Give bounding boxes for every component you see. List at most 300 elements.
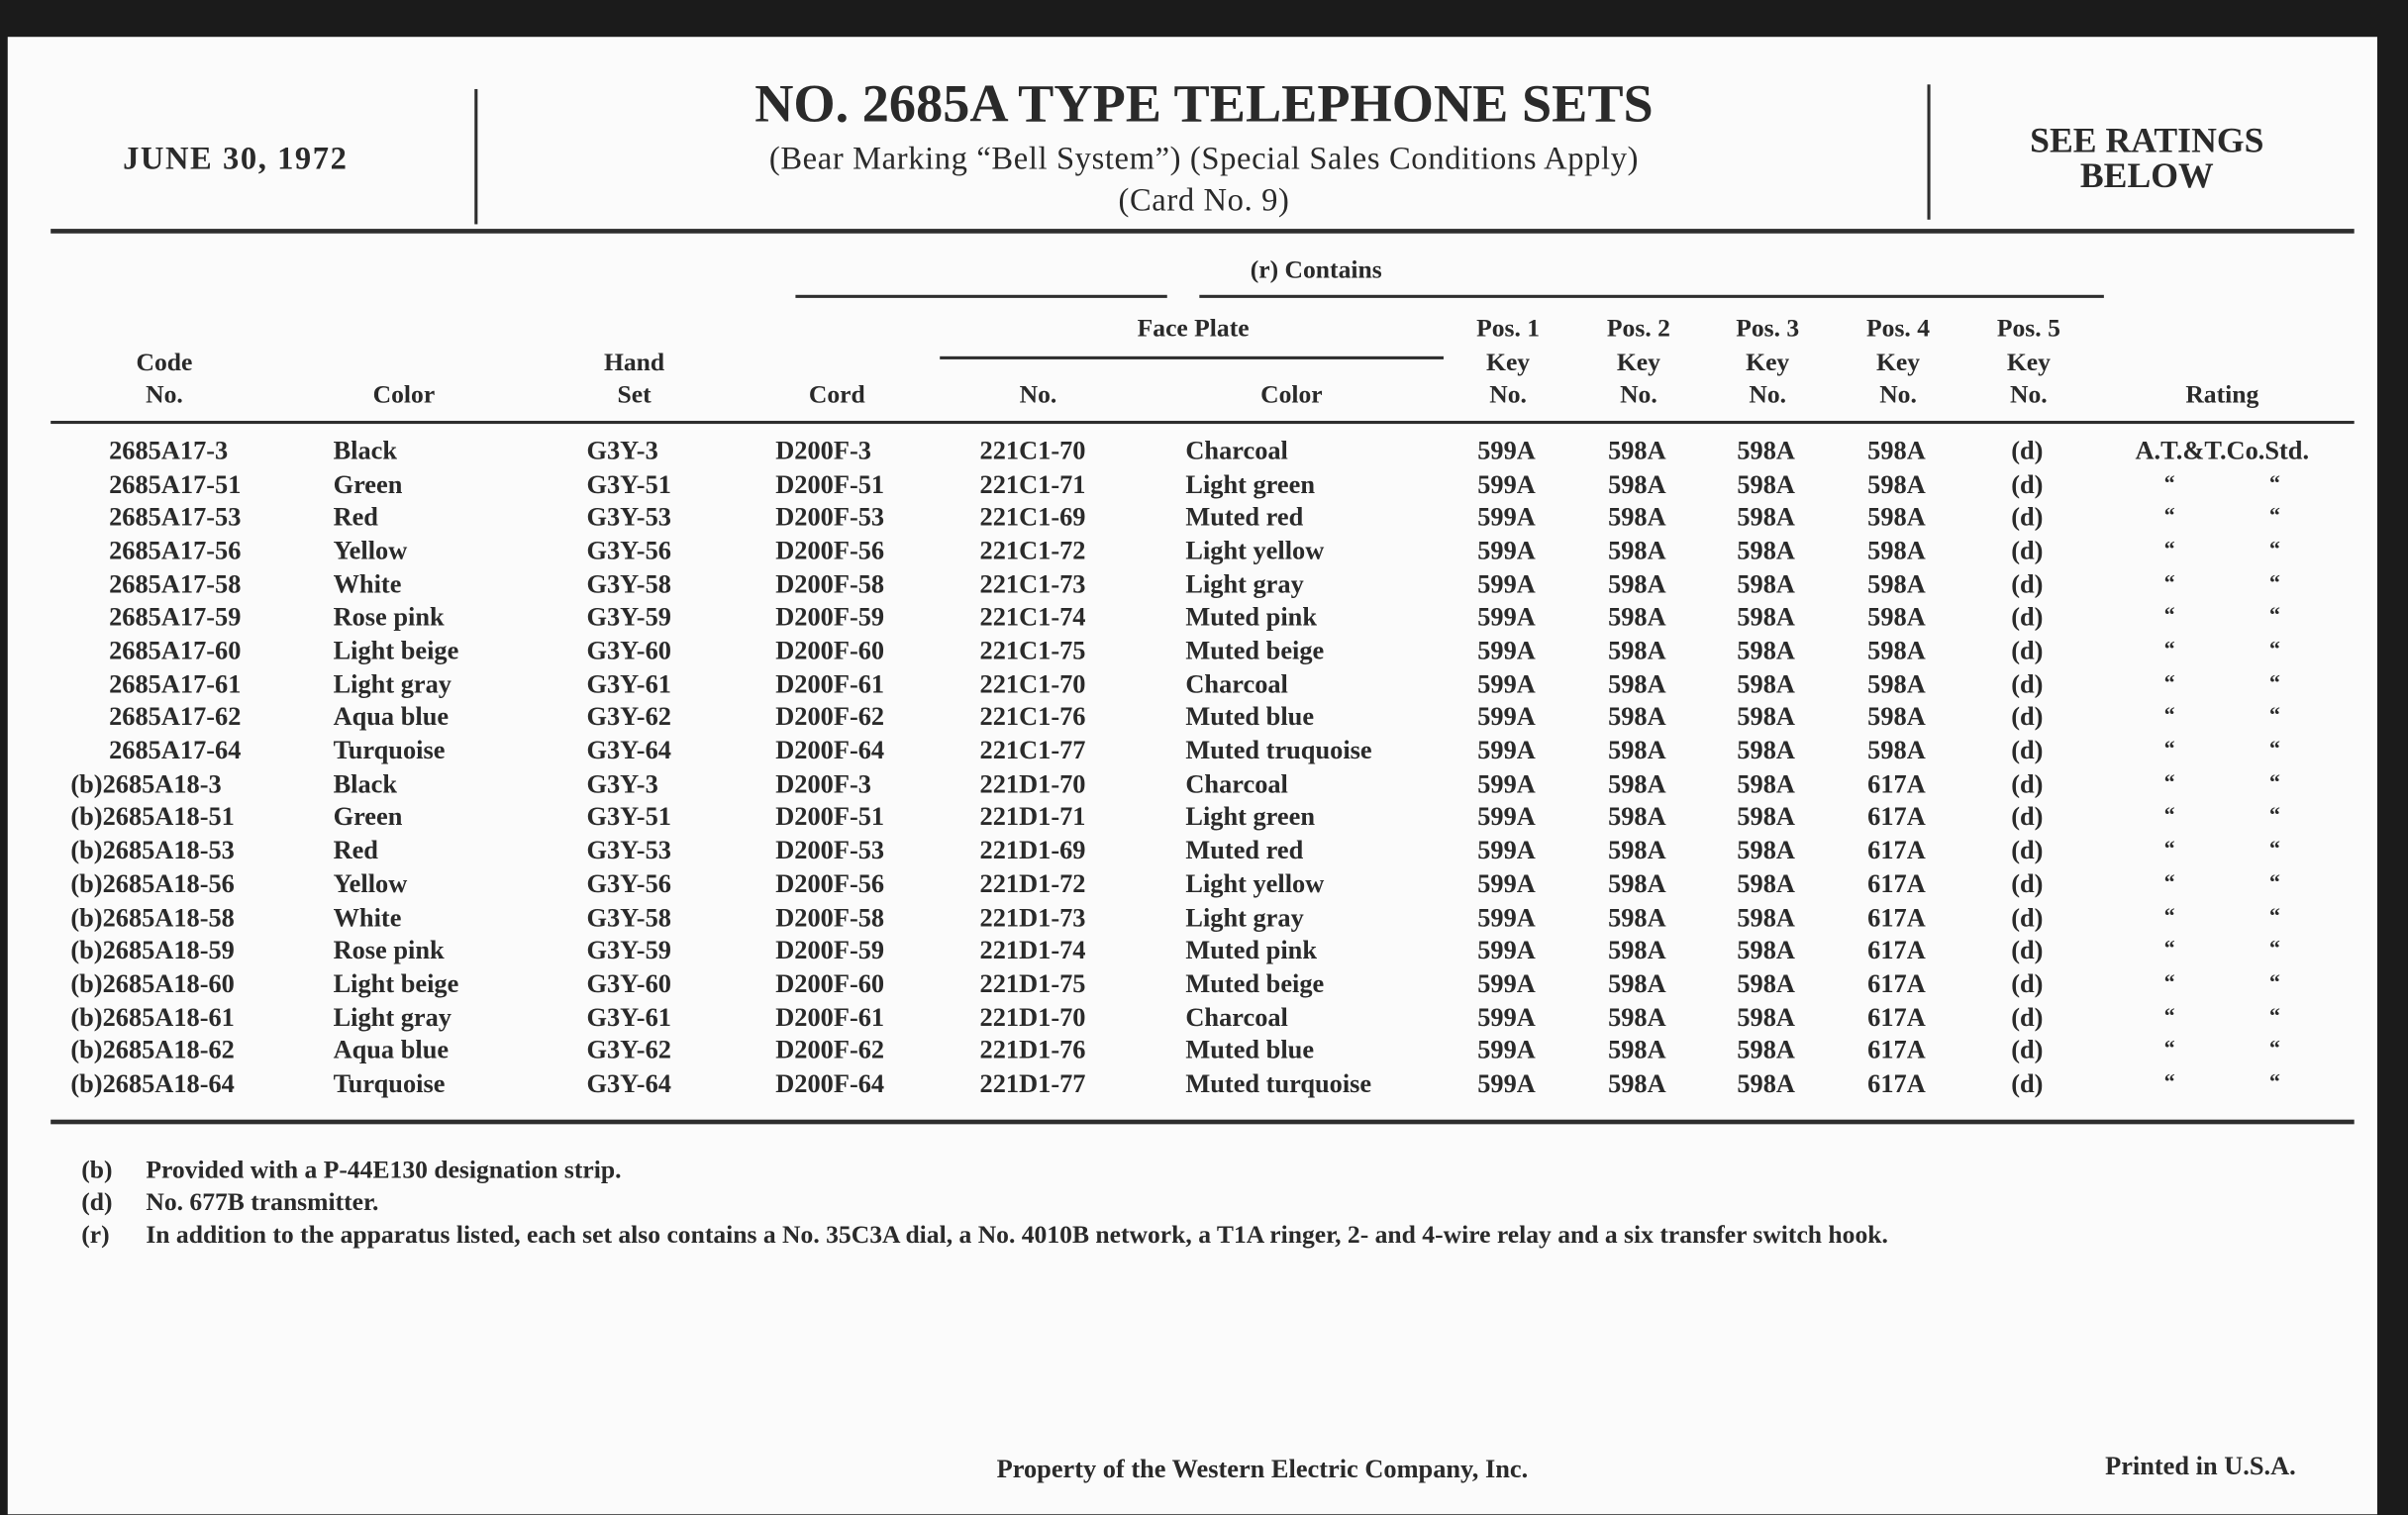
key-no-header-2: No. xyxy=(1620,379,1657,409)
color-cell: Yellow xyxy=(333,868,408,899)
table-bottom-rule xyxy=(50,1120,2355,1124)
pos1-key-cell: 599A xyxy=(1477,602,1536,633)
key-header-3: Key xyxy=(1746,347,1790,376)
footnote-mark: (b) xyxy=(81,1155,113,1184)
pos4-key-cell: 598A xyxy=(1867,702,1926,732)
rating-cell: “ “ xyxy=(2163,572,2280,596)
faceplate-no-cell: 221D1-71 xyxy=(979,802,1086,832)
color-cell: Light gray xyxy=(333,668,452,699)
pos4-key-cell: 617A xyxy=(1867,835,1926,865)
pos4-key-cell: 617A xyxy=(1867,1035,1926,1065)
table-row xyxy=(0,1002,2408,1036)
pos5-key-cell: (d) xyxy=(2011,1068,2044,1098)
faceplate-no-cell: 221D1-70 xyxy=(979,768,1086,799)
pos4-key-cell: 617A xyxy=(1867,1002,1926,1032)
faceplate-color-cell: Charcoal xyxy=(1185,1002,1288,1032)
faceplate-color-cell: Charcoal xyxy=(1185,768,1288,799)
pos5-key-cell: (d) xyxy=(2011,768,2044,799)
pos2-key-cell: 598A xyxy=(1608,469,1666,499)
pos3-key-cell: 598A xyxy=(1737,902,1795,932)
handset-cell: G3Y-51 xyxy=(586,469,671,499)
faceplate-color-cell: Muted pink xyxy=(1185,602,1317,633)
table-row xyxy=(0,736,2408,769)
handset-cell: G3Y-64 xyxy=(586,736,671,765)
pos3-key-cell: 598A xyxy=(1737,536,1795,565)
pos1-key-cell: 599A xyxy=(1477,835,1536,865)
code-cell: (b)2685A18-51 xyxy=(70,802,235,832)
pos4-key-cell: 598A xyxy=(1867,536,1926,565)
pos4-key-cell: 617A xyxy=(1867,902,1926,932)
pos1-key-cell: 599A xyxy=(1477,768,1536,799)
col-cord-header: Cord xyxy=(808,379,865,409)
rating-cell: “ “ xyxy=(2163,639,2280,662)
pos2-key-cell: 598A xyxy=(1608,902,1666,932)
pos4-key-cell: 617A xyxy=(1867,802,1926,832)
footnote-text: In addition to the apparatus listed, each set also contains a No. 35C3A dial, a No. 4010B network, a T1A ringer, 2- and 4-wire relay and a six transfer switch hook. xyxy=(146,1219,1888,1249)
faceplate-no-cell: 221C1-70 xyxy=(979,436,1086,465)
faceplate-no-cell: 221C1-70 xyxy=(979,668,1086,699)
code-cell: (b)2685A18-62 xyxy=(70,1035,235,1065)
pos3-key-cell: 598A xyxy=(1737,736,1795,765)
pos1-key-cell: 599A xyxy=(1477,868,1536,899)
handset-cell: G3Y-60 xyxy=(586,968,671,998)
pos2-key-cell: 598A xyxy=(1608,436,1666,465)
cord-cell: D200F-51 xyxy=(775,469,885,499)
cord-cell: D200F-62 xyxy=(775,1035,885,1065)
pos2-key-cell: 598A xyxy=(1608,935,1666,965)
cord-cell: D200F-60 xyxy=(775,636,885,665)
code-cell: (b)2685A18-59 xyxy=(70,935,235,965)
pos3-key-cell: 598A xyxy=(1737,835,1795,865)
faceplate-color-cell: Muted pink xyxy=(1185,935,1317,965)
pos3-key-cell: 598A xyxy=(1737,1035,1795,1065)
pos4-key-cell: 598A xyxy=(1867,736,1926,765)
header-divider-right xyxy=(1928,84,1931,219)
color-cell: Turquoise xyxy=(333,736,446,765)
faceplate-color-cell: Light yellow xyxy=(1185,868,1325,899)
pos2-key-cell: 598A xyxy=(1608,1002,1666,1032)
pos2-key-cell: 598A xyxy=(1608,502,1666,533)
faceplate-color-cell: Muted turquoise xyxy=(1185,1068,1372,1098)
contains-bracket-right xyxy=(1199,295,2104,297)
color-cell: Aqua blue xyxy=(333,702,450,732)
header-rule xyxy=(50,229,2355,234)
pos5-key-cell: (d) xyxy=(2011,1002,2044,1032)
faceplate-no-cell: 221C1-76 xyxy=(979,702,1086,732)
faceplate-color-cell: Light green xyxy=(1185,802,1315,832)
key-no-header-4: No. xyxy=(1879,379,1917,409)
footnote-mark: (d) xyxy=(81,1186,113,1217)
code-cell: 2685A17-58 xyxy=(109,568,242,599)
code-cell: 2685A17-59 xyxy=(109,602,242,633)
code-cell: 2685A17-56 xyxy=(109,536,242,565)
color-cell: Green xyxy=(333,469,403,499)
handset-cell: G3Y-56 xyxy=(586,868,671,899)
rating-cell: “ “ xyxy=(2163,905,2280,929)
table-row xyxy=(0,769,2408,803)
pos1-key-cell: 599A xyxy=(1477,636,1536,665)
faceplate-no-cell: 221D1-73 xyxy=(979,902,1086,932)
pos3-key-cell: 598A xyxy=(1737,868,1795,899)
code-cell: (b)2685A18-64 xyxy=(70,1068,235,1098)
pos5-key-cell: (d) xyxy=(2011,436,2044,465)
pos1-key-cell: 599A xyxy=(1477,902,1536,932)
pos1-key-cell: 599A xyxy=(1477,502,1536,533)
pos2-key-cell: 598A xyxy=(1608,736,1666,765)
table-row xyxy=(0,802,2408,836)
pos2-key-cell: 598A xyxy=(1608,768,1666,799)
faceplate-color-cell: Muted red xyxy=(1185,835,1304,865)
pos5-key-cell: (d) xyxy=(2011,736,2044,765)
table-row xyxy=(0,902,2408,936)
header-divider-left xyxy=(474,89,477,224)
pos3-key-cell: 598A xyxy=(1737,968,1795,998)
rating-cell: “ “ xyxy=(2163,805,2280,829)
handset-cell: G3Y-61 xyxy=(586,1002,671,1032)
handset-cell: G3Y-3 xyxy=(586,436,658,465)
rating-cell: “ “ xyxy=(2163,839,2280,862)
color-cell: Green xyxy=(333,802,403,832)
see-ratings-line2: BELOW xyxy=(2079,156,2214,195)
pos4-key-cell: 617A xyxy=(1867,868,1926,899)
pos3-key-cell: 598A xyxy=(1737,1068,1795,1098)
footnote-mark: (r) xyxy=(81,1219,110,1249)
cord-cell: D200F-64 xyxy=(775,1068,885,1098)
color-cell: Rose pink xyxy=(333,602,445,633)
pos-header-1: Pos. 1 xyxy=(1476,313,1541,343)
handset-cell: G3Y-61 xyxy=(586,668,671,699)
pos4-key-cell: 598A xyxy=(1867,436,1926,465)
pos1-key-cell: 599A xyxy=(1477,935,1536,965)
faceplate-no-cell: 221C1-74 xyxy=(979,602,1086,633)
faceplate-color-cell: Muted beige xyxy=(1185,968,1325,998)
pos5-key-cell: (d) xyxy=(2011,636,2044,665)
handset-cell: G3Y-62 xyxy=(586,1035,671,1065)
faceplate-no-cell: 221D1-75 xyxy=(979,968,1086,998)
table-row xyxy=(0,968,2408,1002)
faceplate-no-cell: 221D1-74 xyxy=(979,935,1086,965)
key-header-1: Key xyxy=(1486,347,1531,376)
pos1-key-cell: 599A xyxy=(1477,568,1536,599)
key-header-4: Key xyxy=(1875,347,1921,376)
rating-cell: “ “ xyxy=(2163,938,2280,962)
pos2-key-cell: 598A xyxy=(1608,868,1666,899)
table-row xyxy=(0,469,2408,503)
rating-cell: “ “ xyxy=(2163,705,2280,729)
pos-header-3: Pos. 3 xyxy=(1736,313,1800,343)
table-row xyxy=(0,603,2408,637)
pos5-key-cell: (d) xyxy=(2011,668,2044,699)
col-handset-header-2: Set xyxy=(617,379,652,409)
color-cell: Aqua blue xyxy=(333,1035,450,1065)
color-cell: White xyxy=(333,568,402,599)
table-row xyxy=(0,636,2408,669)
pos4-key-cell: 598A xyxy=(1867,469,1926,499)
cord-cell: D200F-62 xyxy=(775,702,885,732)
faceplate-color-cell: Muted red xyxy=(1185,502,1304,533)
pos1-key-cell: 599A xyxy=(1477,736,1536,765)
pos5-key-cell: (d) xyxy=(2011,702,2044,732)
pos4-key-cell: 617A xyxy=(1867,768,1926,799)
col-code-header-2: No. xyxy=(146,379,183,409)
color-cell: Black xyxy=(333,768,398,799)
cord-cell: D200F-64 xyxy=(775,736,885,765)
faceplate-color-cell: Light green xyxy=(1185,469,1315,499)
pos5-key-cell: (d) xyxy=(2011,902,2044,932)
cord-cell: D200F-56 xyxy=(775,868,885,899)
pos1-key-cell: 599A xyxy=(1477,668,1536,699)
table-row xyxy=(0,869,2408,903)
rating-cell: “ “ xyxy=(2163,671,2280,696)
faceplate-no-cell: 221C1-73 xyxy=(979,568,1086,599)
cord-cell: D200F-3 xyxy=(775,436,871,465)
pos3-key-cell: 598A xyxy=(1737,768,1795,799)
col-color-header: Color xyxy=(372,379,436,409)
pos3-key-cell: 598A xyxy=(1737,602,1795,633)
pos3-key-cell: 598A xyxy=(1737,568,1795,599)
cord-cell: D200F-53 xyxy=(775,502,885,533)
color-cell: Rose pink xyxy=(333,935,445,965)
pos5-key-cell: (d) xyxy=(2011,968,2044,998)
rating-cell: “ “ xyxy=(2163,871,2280,895)
faceplate-no-cell: 221C1-75 xyxy=(979,636,1086,665)
pos3-key-cell: 598A xyxy=(1737,802,1795,832)
contains-bracket-left xyxy=(795,295,1166,297)
pos1-key-cell: 599A xyxy=(1477,1068,1536,1098)
pos5-key-cell: (d) xyxy=(2011,536,2044,565)
faceplate-no-cell: 221D1-76 xyxy=(979,1035,1086,1065)
handset-cell: G3Y-53 xyxy=(586,835,671,865)
pos2-key-cell: 598A xyxy=(1608,802,1666,832)
color-cell: Red xyxy=(333,502,378,533)
pos1-key-cell: 599A xyxy=(1477,802,1536,832)
code-cell: (b)2685A18-58 xyxy=(70,902,235,932)
col-rating-header: Rating xyxy=(2185,379,2259,409)
faceplate-no-cell: 221D1-69 xyxy=(979,835,1086,865)
face-plate-rule xyxy=(940,356,1444,358)
pos3-key-cell: 598A xyxy=(1737,668,1795,699)
pos4-key-cell: 598A xyxy=(1867,602,1926,633)
rating-cell: “ “ xyxy=(2163,472,2280,496)
key-no-header-3: No. xyxy=(1749,379,1787,409)
footnote-text: No. 677B transmitter. xyxy=(146,1186,379,1217)
faceplate-no-cell: 221D1-77 xyxy=(979,1068,1086,1098)
pos3-key-cell: 598A xyxy=(1737,502,1795,533)
code-cell: 2685A17-62 xyxy=(109,702,242,732)
printed-in-notice: Printed in U.S.A. xyxy=(2105,1451,2296,1481)
rating-cell: “ “ xyxy=(2163,505,2280,530)
table-row xyxy=(0,1036,2408,1069)
faceplate-color-cell: Charcoal xyxy=(1185,668,1288,699)
pos4-key-cell: 598A xyxy=(1867,502,1926,533)
cord-cell: D200F-59 xyxy=(775,935,885,965)
handset-cell: G3Y-51 xyxy=(586,802,671,832)
code-cell: 2685A17-53 xyxy=(109,502,242,533)
pos2-key-cell: 598A xyxy=(1608,568,1666,599)
handset-cell: G3Y-59 xyxy=(586,935,671,965)
code-cell: 2685A17-64 xyxy=(109,736,242,765)
rating-cell: “ “ xyxy=(2163,1005,2280,1029)
handset-cell: G3Y-58 xyxy=(586,568,671,599)
faceplate-no-cell: 221C1-71 xyxy=(979,469,1086,499)
pos2-key-cell: 598A xyxy=(1608,835,1666,865)
handset-cell: G3Y-58 xyxy=(586,902,671,932)
table-row xyxy=(0,936,2408,969)
pos1-key-cell: 599A xyxy=(1477,702,1536,732)
pos-header-4: Pos. 4 xyxy=(1866,313,1931,343)
faceplate-color-cell: Muted beige xyxy=(1185,636,1325,665)
pos3-key-cell: 598A xyxy=(1737,1002,1795,1032)
footnote-text: Provided with a P-44E130 designation strip. xyxy=(146,1155,622,1184)
table-row xyxy=(0,569,2408,603)
key-header-2: Key xyxy=(1616,347,1660,376)
faceplate-color-cell: Light gray xyxy=(1185,902,1304,932)
handset-cell: G3Y-3 xyxy=(586,768,658,799)
pos5-key-cell: (d) xyxy=(2011,868,2044,899)
pos4-key-cell: 617A xyxy=(1867,935,1926,965)
page-title: NO. 2685A TYPE TELEPHONE SETS xyxy=(754,73,1654,134)
color-cell: Light gray xyxy=(333,1002,452,1032)
cord-cell: D200F-51 xyxy=(775,802,885,832)
color-cell: Black xyxy=(333,436,398,465)
pos5-key-cell: (d) xyxy=(2011,1035,2044,1065)
pos5-key-cell: (d) xyxy=(2011,835,2044,865)
handset-cell: G3Y-53 xyxy=(586,502,671,533)
pos3-key-cell: 598A xyxy=(1737,469,1795,499)
cord-cell: D200F-61 xyxy=(775,668,885,699)
table-row xyxy=(0,669,2408,703)
pos-header-2: Pos. 2 xyxy=(1606,313,1670,343)
col-fp-no-header: No. xyxy=(1019,379,1057,409)
faceplate-no-cell: 221D1-72 xyxy=(979,868,1086,899)
col-code-header: Code xyxy=(136,347,193,376)
table-row xyxy=(0,1068,2408,1102)
pos3-key-cell: 598A xyxy=(1737,636,1795,665)
card-date: JUNE 30, 1972 xyxy=(123,140,349,177)
code-cell: (b)2685A18-60 xyxy=(70,968,235,998)
pos1-key-cell: 599A xyxy=(1477,968,1536,998)
key-header-5: Key xyxy=(2006,347,2051,376)
faceplate-color-cell: Light gray xyxy=(1185,568,1304,599)
faceplate-no-cell: 221D1-70 xyxy=(979,1002,1086,1032)
color-cell: Light beige xyxy=(333,636,459,665)
key-no-header-1: No. xyxy=(1489,379,1527,409)
faceplate-no-cell: 221C1-72 xyxy=(979,536,1086,565)
pos1-key-cell: 599A xyxy=(1477,436,1536,465)
faceplate-color-cell: Muted blue xyxy=(1185,702,1315,732)
table-row xyxy=(0,702,2408,736)
pos5-key-cell: (d) xyxy=(2011,802,2044,832)
faceplate-no-cell: 221C1-77 xyxy=(979,736,1086,765)
table-row xyxy=(0,836,2408,869)
color-cell: White xyxy=(333,902,402,932)
see-ratings-line1: SEE RATINGS xyxy=(2030,121,2264,160)
pos2-key-cell: 598A xyxy=(1608,1068,1666,1098)
pos3-key-cell: 598A xyxy=(1737,935,1795,965)
pos5-key-cell: (d) xyxy=(2011,502,2044,533)
column-header-rule xyxy=(50,421,2355,424)
rating-cell: “ “ xyxy=(2163,971,2280,995)
pos5-key-cell: (d) xyxy=(2011,469,2044,499)
pos3-key-cell: 598A xyxy=(1737,436,1795,465)
handset-cell: G3Y-64 xyxy=(586,1068,671,1098)
table-row xyxy=(0,436,2408,469)
code-cell: 2685A17-60 xyxy=(109,636,242,665)
pos2-key-cell: 598A xyxy=(1608,602,1666,633)
color-cell: Yellow xyxy=(333,536,408,565)
code-cell: (b)2685A18-61 xyxy=(70,1002,235,1032)
code-cell: 2685A17-61 xyxy=(109,668,242,699)
col-handset-header: Hand xyxy=(603,347,665,376)
key-no-header-5: No. xyxy=(2010,379,2048,409)
pos1-key-cell: 599A xyxy=(1477,536,1536,565)
pos5-key-cell: (d) xyxy=(2011,602,2044,633)
pos4-key-cell: 598A xyxy=(1867,636,1926,665)
pos4-key-cell: 598A xyxy=(1867,568,1926,599)
pos-header-5: Pos. 5 xyxy=(1996,313,2060,343)
faceplate-color-cell: Muted blue xyxy=(1185,1035,1315,1065)
color-cell: Turquoise xyxy=(333,1068,446,1098)
code-cell: 2685A17-51 xyxy=(109,469,242,499)
cord-cell: D200F-58 xyxy=(775,568,885,599)
card-number: (Card No. 9) xyxy=(1118,181,1290,219)
face-plate-label: Face Plate xyxy=(1137,313,1250,343)
pos3-key-cell: 598A xyxy=(1737,702,1795,732)
cord-cell: D200F-3 xyxy=(775,768,871,799)
pos2-key-cell: 598A xyxy=(1608,636,1666,665)
pos2-key-cell: 598A xyxy=(1608,668,1666,699)
code-cell: 2685A17-3 xyxy=(109,436,229,465)
rating-cell: “ “ xyxy=(2163,605,2280,629)
property-notice: Property of the Western Electric Company, Inc. xyxy=(996,1454,1529,1484)
pos2-key-cell: 598A xyxy=(1608,1035,1666,1065)
cord-cell: D200F-61 xyxy=(775,1002,885,1032)
handset-cell: G3Y-59 xyxy=(586,602,671,633)
rating-cell: “ “ xyxy=(2163,771,2280,796)
pos2-key-cell: 598A xyxy=(1608,536,1666,565)
cord-cell: D200F-60 xyxy=(775,968,885,998)
cord-cell: D200F-58 xyxy=(775,902,885,932)
cord-cell: D200F-59 xyxy=(775,602,885,633)
handset-cell: G3Y-60 xyxy=(586,636,671,665)
cord-cell: D200F-56 xyxy=(775,536,885,565)
pos5-key-cell: (d) xyxy=(2011,568,2044,599)
rating-cell: “ “ xyxy=(2163,1038,2280,1062)
faceplate-color-cell: Light yellow xyxy=(1185,536,1325,565)
handset-cell: G3Y-56 xyxy=(586,536,671,565)
pos1-key-cell: 599A xyxy=(1477,1035,1536,1065)
faceplate-color-cell: Muted truquoise xyxy=(1185,736,1372,765)
pos4-key-cell: 617A xyxy=(1867,968,1926,998)
rating-cell: “ “ xyxy=(2163,739,2280,762)
table-row xyxy=(0,536,2408,569)
contains-label: (r) Contains xyxy=(1250,254,1382,284)
pos2-key-cell: 598A xyxy=(1608,702,1666,732)
pos1-key-cell: 599A xyxy=(1477,1002,1536,1032)
col-fp-color-header: Color xyxy=(1260,379,1323,409)
rating-cell: “ “ xyxy=(2163,1071,2280,1095)
handset-cell: G3Y-62 xyxy=(586,702,671,732)
pos1-key-cell: 599A xyxy=(1477,469,1536,499)
rating-cell: A.T.&T.Co.Std. xyxy=(2135,436,2310,465)
code-cell: (b)2685A18-3 xyxy=(70,768,222,799)
faceplate-color-cell: Charcoal xyxy=(1185,436,1288,465)
faceplate-no-cell: 221C1-69 xyxy=(979,502,1086,533)
color-cell: Red xyxy=(333,835,378,865)
table-row xyxy=(0,503,2408,537)
pos2-key-cell: 598A xyxy=(1608,968,1666,998)
color-cell: Light beige xyxy=(333,968,459,998)
